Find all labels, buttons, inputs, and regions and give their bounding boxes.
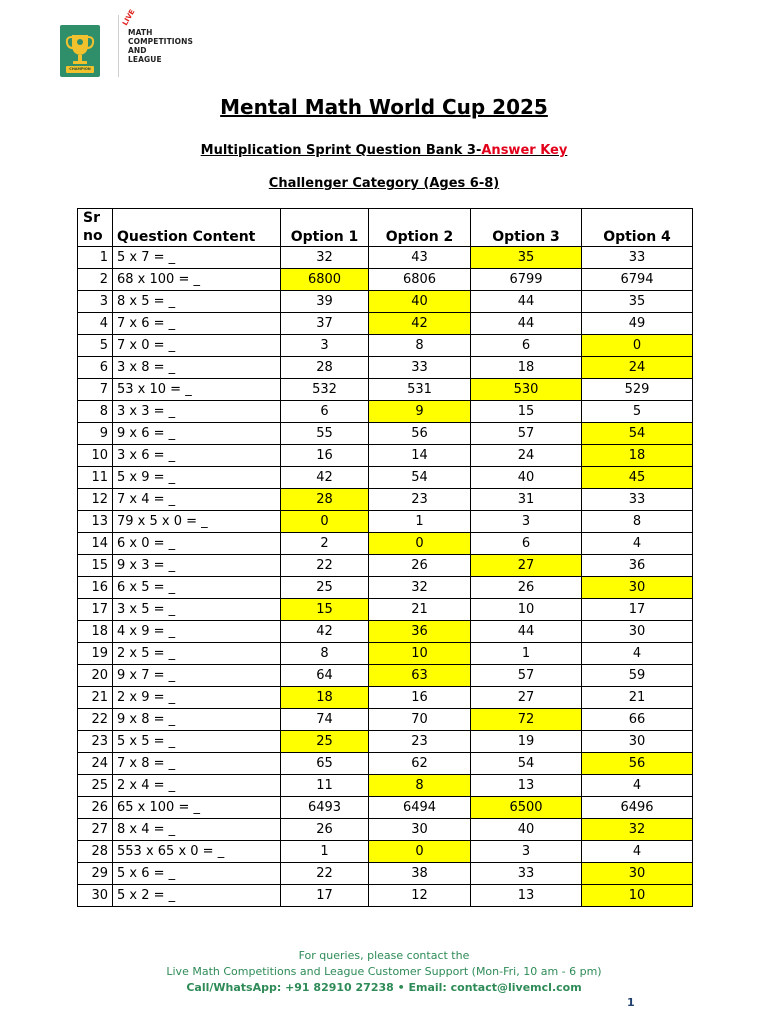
table-row — [78, 511, 693, 533]
table-row — [78, 555, 693, 577]
header-option-4: Option 4 — [582, 209, 693, 247]
option-1-cell: 17 — [281, 885, 369, 907]
correct-answer-cell: 10 — [369, 643, 471, 665]
question-cell: 9 x 7 = _ — [113, 665, 281, 687]
question-cell: 8 x 5 = _ — [113, 291, 281, 313]
sr-no-cell: 7 — [78, 379, 113, 401]
question-cell: 2 x 4 = _ — [113, 775, 281, 797]
option-2-cell: 62 — [369, 753, 471, 775]
question-cell: 5 x 2 = _ — [113, 885, 281, 907]
correct-answer-cell: 45 — [582, 467, 693, 489]
option-3-cell: 15 — [471, 401, 582, 423]
table-row — [78, 687, 693, 709]
logo-wordmark: MATH COMPETITIONS AND LEAGUE — [128, 28, 194, 64]
sr-no-cell: 14 — [78, 533, 113, 555]
option-4-cell: 17 — [582, 599, 693, 621]
footer-contact: Call/WhatsApp: +91 82910 27238 • Email: contact@livemcl.com — [186, 981, 582, 994]
table-row — [78, 621, 693, 643]
question-cell: 79 x 5 x 0 = _ — [113, 511, 281, 533]
option-4-cell: 8 — [582, 511, 693, 533]
question-cell: 9 x 3 = _ — [113, 555, 281, 577]
option-2-cell: 6806 — [369, 269, 471, 291]
correct-answer-cell: 0 — [369, 533, 471, 555]
question-cell: 6 x 5 = _ — [113, 577, 281, 599]
option-4-cell: 33 — [582, 489, 693, 511]
sr-no-cell: 4 — [78, 313, 113, 335]
table-row — [78, 335, 693, 357]
option-1-cell: 6 — [281, 401, 369, 423]
option-1-cell: 32 — [281, 247, 369, 269]
option-4-cell: 49 — [582, 313, 693, 335]
correct-answer-cell: 40 — [369, 291, 471, 313]
sr-no-cell: 11 — [78, 467, 113, 489]
correct-answer-cell: 54 — [582, 423, 693, 445]
option-1-cell: 65 — [281, 753, 369, 775]
sr-no-cell: 30 — [78, 885, 113, 907]
correct-answer-cell: 10 — [582, 885, 693, 907]
option-4-cell: 36 — [582, 555, 693, 577]
option-3-cell: 54 — [471, 753, 582, 775]
correct-answer-cell: 6800 — [281, 269, 369, 291]
question-cell: 53 x 10 = _ — [113, 379, 281, 401]
category-heading: Challenger Category (Ages 6-8) — [268, 176, 500, 191]
option-2-cell: 56 — [369, 423, 471, 445]
header-option-3: Option 3 — [471, 209, 582, 247]
table-row — [78, 357, 693, 379]
page-number: 1 — [627, 996, 635, 1009]
sr-no-cell: 26 — [78, 797, 113, 819]
question-cell: 4 x 9 = _ — [113, 621, 281, 643]
header-question: Question Content — [113, 209, 281, 247]
table-row — [78, 445, 693, 467]
header-sr-no: Sr no — [78, 209, 113, 247]
correct-answer-cell: 32 — [582, 819, 693, 841]
option-3-cell: 1 — [471, 643, 582, 665]
correct-answer-cell: 8 — [369, 775, 471, 797]
option-2-cell: 38 — [369, 863, 471, 885]
option-4-cell: 4 — [582, 841, 693, 863]
table-row — [78, 577, 693, 599]
option-1-cell: 3 — [281, 335, 369, 357]
option-3-cell: 44 — [471, 621, 582, 643]
option-1-cell: 16 — [281, 445, 369, 467]
page-title: Mental Math World Cup 2025 — [220, 95, 548, 119]
sr-no-cell: 5 — [78, 335, 113, 357]
sr-no-cell: 9 — [78, 423, 113, 445]
correct-answer-cell: 27 — [471, 555, 582, 577]
option-1-cell: 22 — [281, 863, 369, 885]
correct-answer-cell: 28 — [281, 489, 369, 511]
option-3-cell: 13 — [471, 885, 582, 907]
question-cell: 553 x 65 x 0 = _ — [113, 841, 281, 863]
correct-answer-cell: 9 — [369, 401, 471, 423]
option-3-cell: 40 — [471, 467, 582, 489]
option-1-cell: 11 — [281, 775, 369, 797]
sr-no-cell: 6 — [78, 357, 113, 379]
question-cell: 3 x 8 = _ — [113, 357, 281, 379]
question-cell: 68 x 100 = _ — [113, 269, 281, 291]
header-option-1: Option 1 — [281, 209, 369, 247]
table-row — [78, 379, 693, 401]
option-4-cell: 5 — [582, 401, 693, 423]
option-2-cell: 30 — [369, 819, 471, 841]
option-2-cell: 531 — [369, 379, 471, 401]
option-1-cell: 532 — [281, 379, 369, 401]
option-1-cell: 64 — [281, 665, 369, 687]
option-4-cell: 4 — [582, 533, 693, 555]
option-1-cell: 26 — [281, 819, 369, 841]
option-3-cell: 57 — [471, 665, 582, 687]
table-row — [78, 401, 693, 423]
correct-answer-cell: 30 — [582, 577, 693, 599]
table-row — [78, 665, 693, 687]
option-3-cell: 6 — [471, 335, 582, 357]
option-2-cell: 26 — [369, 555, 471, 577]
option-1-cell: 28 — [281, 357, 369, 379]
option-2-cell: 8 — [369, 335, 471, 357]
footer-line-2: Live Math Competitions and League Customer Support (Mon-Fri, 10 am - 6 pm) — [166, 965, 602, 978]
option-3-cell: 44 — [471, 313, 582, 335]
correct-answer-cell: 36 — [369, 621, 471, 643]
option-2-cell: 14 — [369, 445, 471, 467]
sr-no-cell: 12 — [78, 489, 113, 511]
table-row — [78, 731, 693, 753]
question-cell: 7 x 0 = _ — [113, 335, 281, 357]
question-cell: 8 x 4 = _ — [113, 819, 281, 841]
correct-answer-cell: 42 — [369, 313, 471, 335]
table-row — [78, 247, 693, 269]
logo-divider — [118, 15, 119, 77]
table-row — [78, 819, 693, 841]
subtitle-main: Multiplication Sprint Question Bank 3- — [200, 143, 482, 158]
sr-no-cell: 20 — [78, 665, 113, 687]
option-1-cell: 2 — [281, 533, 369, 555]
answer-key-label: Answer Key — [481, 143, 568, 158]
correct-answer-cell: 56 — [582, 753, 693, 775]
correct-answer-cell: 35 — [471, 247, 582, 269]
sr-no-cell: 18 — [78, 621, 113, 643]
table-row — [78, 709, 693, 731]
trophy-badge — [60, 25, 100, 77]
correct-answer-cell: 18 — [582, 445, 693, 467]
sr-no-cell: 16 — [78, 577, 113, 599]
option-2-cell: 33 — [369, 357, 471, 379]
footer-line-1: For queries, please contact the — [298, 949, 470, 962]
option-3-cell: 3 — [471, 511, 582, 533]
option-1-cell: 1 — [281, 841, 369, 863]
option-1-cell: 37 — [281, 313, 369, 335]
sr-no-cell: 23 — [78, 731, 113, 753]
question-cell: 5 x 9 = _ — [113, 467, 281, 489]
question-cell: 2 x 9 = _ — [113, 687, 281, 709]
option-1-cell: 6493 — [281, 797, 369, 819]
option-2-cell: 32 — [369, 577, 471, 599]
option-3-cell: 24 — [471, 445, 582, 467]
question-cell: 5 x 7 = _ — [113, 247, 281, 269]
option-1-cell: 8 — [281, 643, 369, 665]
option-1-cell: 55 — [281, 423, 369, 445]
table-row — [78, 467, 693, 489]
badge-text: CHAMPION — [69, 67, 91, 71]
sr-no-cell: 17 — [78, 599, 113, 621]
table-row — [78, 797, 693, 819]
option-2-cell: 23 — [369, 731, 471, 753]
question-cell: 3 x 5 = _ — [113, 599, 281, 621]
option-3-cell: 40 — [471, 819, 582, 841]
sr-no-cell: 10 — [78, 445, 113, 467]
sr-no-cell: 24 — [78, 753, 113, 775]
question-cell: 5 x 5 = _ — [113, 731, 281, 753]
table-row — [78, 291, 693, 313]
option-4-cell: 6496 — [582, 797, 693, 819]
table-row — [78, 269, 693, 291]
correct-answer-cell: 0 — [582, 335, 693, 357]
question-cell: 6 x 0 = _ — [113, 533, 281, 555]
question-cell: 3 x 3 = _ — [113, 401, 281, 423]
option-2-cell: 21 — [369, 599, 471, 621]
header-option-2: Option 2 — [369, 209, 471, 247]
table-row — [78, 775, 693, 797]
option-2-cell: 23 — [369, 489, 471, 511]
option-3-cell: 31 — [471, 489, 582, 511]
table-row — [78, 489, 693, 511]
sr-no-cell: 22 — [78, 709, 113, 731]
option-1-cell: 22 — [281, 555, 369, 577]
question-table — [77, 208, 693, 907]
option-1-cell: 42 — [281, 467, 369, 489]
correct-answer-cell: 0 — [369, 841, 471, 863]
correct-answer-cell: 63 — [369, 665, 471, 687]
sr-no-cell: 3 — [78, 291, 113, 313]
option-2-cell: 43 — [369, 247, 471, 269]
table-row — [78, 841, 693, 863]
sr-no-cell: 29 — [78, 863, 113, 885]
option-2-cell: 1 — [369, 511, 471, 533]
table-row — [78, 313, 693, 335]
option-3-cell: 19 — [471, 731, 582, 753]
question-cell: 7 x 6 = _ — [113, 313, 281, 335]
option-2-cell: 6494 — [369, 797, 471, 819]
option-4-cell: 4 — [582, 775, 693, 797]
company-logo — [60, 8, 194, 77]
table-row — [78, 599, 693, 621]
option-3-cell: 27 — [471, 687, 582, 709]
option-4-cell: 59 — [582, 665, 693, 687]
option-4-cell: 33 — [582, 247, 693, 269]
table-row — [78, 643, 693, 665]
option-4-cell: 6794 — [582, 269, 693, 291]
option-4-cell: 529 — [582, 379, 693, 401]
option-4-cell: 35 — [582, 291, 693, 313]
sr-no-cell: 13 — [78, 511, 113, 533]
option-1-cell: 39 — [281, 291, 369, 313]
option-2-cell: 16 — [369, 687, 471, 709]
question-cell: 2 x 5 = _ — [113, 643, 281, 665]
option-1-cell: 74 — [281, 709, 369, 731]
question-cell: 9 x 6 = _ — [113, 423, 281, 445]
option-4-cell: 21 — [582, 687, 693, 709]
sr-no-cell: 2 — [78, 269, 113, 291]
correct-answer-cell: 72 — [471, 709, 582, 731]
table-row — [78, 753, 693, 775]
correct-answer-cell: 18 — [281, 687, 369, 709]
option-3-cell: 26 — [471, 577, 582, 599]
option-4-cell: 66 — [582, 709, 693, 731]
correct-answer-cell: 15 — [281, 599, 369, 621]
page-subtitle — [0, 143, 768, 158]
question-cell: 3 x 6 = _ — [113, 445, 281, 467]
option-3-cell: 10 — [471, 599, 582, 621]
option-3-cell: 18 — [471, 357, 582, 379]
logo-live-tag: LIVE — [121, 8, 137, 27]
sr-no-cell: 15 — [78, 555, 113, 577]
sr-no-cell: 8 — [78, 401, 113, 423]
correct-answer-cell: 530 — [471, 379, 582, 401]
option-3-cell: 3 — [471, 841, 582, 863]
sr-no-cell: 25 — [78, 775, 113, 797]
question-cell: 7 x 8 = _ — [113, 753, 281, 775]
option-2-cell: 70 — [369, 709, 471, 731]
option-1-cell: 42 — [281, 621, 369, 643]
option-3-cell: 44 — [471, 291, 582, 313]
option-4-cell: 30 — [582, 621, 693, 643]
option-3-cell: 33 — [471, 863, 582, 885]
correct-answer-cell: 6500 — [471, 797, 582, 819]
sr-no-cell: 19 — [78, 643, 113, 665]
option-2-cell: 54 — [369, 467, 471, 489]
sr-no-cell: 1 — [78, 247, 113, 269]
table-row — [78, 885, 693, 907]
option-3-cell: 57 — [471, 423, 582, 445]
option-3-cell: 6 — [471, 533, 582, 555]
correct-answer-cell: 0 — [281, 511, 369, 533]
table-row — [78, 863, 693, 885]
sr-no-cell: 27 — [78, 819, 113, 841]
option-1-cell: 25 — [281, 577, 369, 599]
option-3-cell: 13 — [471, 775, 582, 797]
option-2-cell: 12 — [369, 885, 471, 907]
correct-answer-cell: 30 — [582, 863, 693, 885]
table-header-row — [78, 209, 693, 247]
question-cell: 5 x 6 = _ — [113, 863, 281, 885]
correct-answer-cell: 24 — [582, 357, 693, 379]
question-cell: 7 x 4 = _ — [113, 489, 281, 511]
question-cell: 65 x 100 = _ — [113, 797, 281, 819]
option-4-cell: 4 — [582, 643, 693, 665]
correct-answer-cell: 25 — [281, 731, 369, 753]
question-cell: 9 x 8 = _ — [113, 709, 281, 731]
option-3-cell: 6799 — [471, 269, 582, 291]
table-row — [78, 423, 693, 445]
table-row — [78, 533, 693, 555]
sr-no-cell: 21 — [78, 687, 113, 709]
option-4-cell: 30 — [582, 731, 693, 753]
sr-no-cell: 28 — [78, 841, 113, 863]
